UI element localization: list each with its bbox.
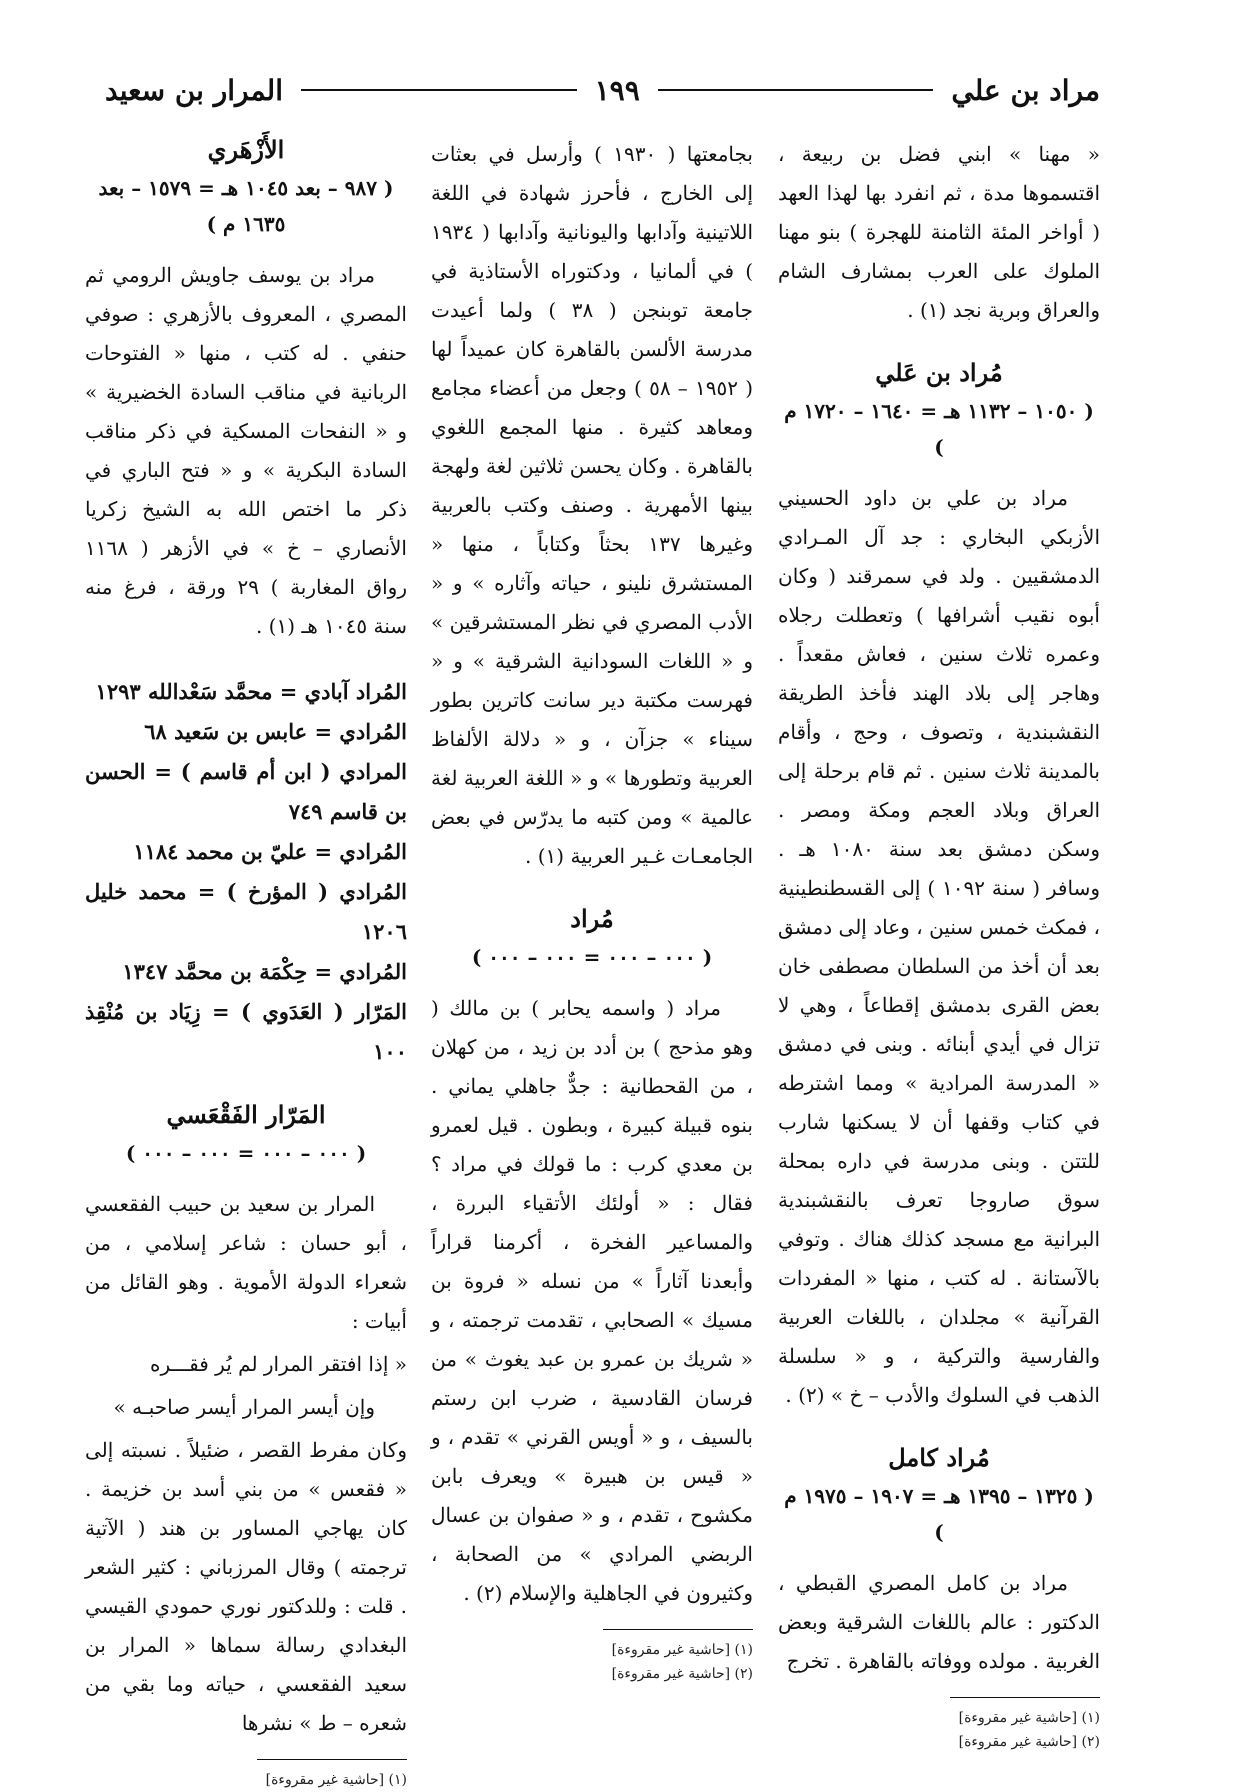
verse-line: وإن أيسر المرار أيسر صاحبـه » bbox=[113, 1395, 375, 1419]
footnote-rule bbox=[257, 1759, 407, 1760]
cross-reference: المَرّار ( العَدَوي ) = زِيَاد بن مُنْقِذ ١٠٠ bbox=[85, 999, 407, 1064]
entry-body: المرار بن سعيد بن حبيب الفقعسي ، أبو حسان : شاعر إسلامي ، من شعراء الدولة الأموية . وهو القائل من أبيات : bbox=[85, 1192, 407, 1333]
entry-body: مراد بن علي بن داود الحسيني الأزبكي البخاري : جد آل المـرادي الدمشقيين . ولد في سمرقند ( وكان أبوه نقيب أشرافها ) وتعطلت رجلاه وعمره ثلاث سنين ، فعاش مقعداً . وهاجر إلى بلاد الهند فأخذ الطريقة النقشبندية ، وتصوف ، وحج ، وأقام بالمدينة ثلاث سنين . ثم قام برحلة إلى العراق وبلاد العجم ومكة ومصر . وسكن دمشق بعد سنة ١٠٨٠ هـ . وسافر ( سنة ١٠٩٢ ) إلى القسطنطينية ، فمكث خمس سنين ، وعاد إلى دمشق بعد أن أخذ من السلطان مصطفى خان بعض القرى بدمشق إقطاعاً ، وهي لا تزال في أيدي أبنائه . وبنى في دمشق « المدرسة المرادية » ومما اشترطه في كتاب وقفها أن لا يسكنها شارب للتتن . وبنى مدرسة في داره بمحلة سوق صاروجا تعرف بالنقشبندية البرانية مع مسجد كذلك هناك . وتوفي بالآستانة . له كتب ، منها « المفردات القرآنية » مجلدان ، باللغات العربية والفارسية والتركية ، و « سلسلة الذهب في السلوك والأدب – خ » (٢) . bbox=[778, 486, 1101, 1407]
entry-body: مراد بن يوسف جاويش الرومي ثم المصري ، المعروف بالأزهري : صوفي حنفي . له كتب ، منها « الفتوحات الربانية في مناقب السادة الخضيرية » و « النفحات المسكية في ذكر مناقب السادة البكرية » و « فتح الباري في ذكر ما اختص الله به الشيخ زكريا الأنصاري – خ » في الأزهر ( ١١٦٨ رواق المغاربة ) ٢٩ ورقة ، فرغ منه سنة ١٠٤٥ هـ (١) . bbox=[85, 263, 407, 638]
entry-dates: ( ٩٨٧ – بعد ١٠٤٥ هـ = ١٥٧٩ – بعد ١٦٣٥ م ) bbox=[98, 176, 394, 236]
column-middle bbox=[431, 135, 753, 1686]
cross-reference: المُرادي = عابس بن سَعيد ٦٨ bbox=[144, 719, 407, 744]
footnote: (١) [حاشية غير مقروءة] bbox=[958, 1710, 1100, 1726]
running-head-right: مراد بن علي bbox=[951, 73, 1100, 107]
cross-reference: المُرادي ( المؤرخ ) = محمد خليل ١٢٠٦ bbox=[85, 879, 407, 944]
column-right bbox=[778, 135, 1100, 1754]
footnote: (٢) [حاشية غير مقروءة] bbox=[611, 1666, 753, 1682]
cross-reference: المُرادي = عليّ بن محمد ١١٨٤ bbox=[133, 839, 407, 864]
entry-dates: ( ١٣٢٥ – ١٣٩٥ هـ = ١٩٠٧ – ١٩٧٥ م ) bbox=[784, 1484, 1094, 1544]
entry-dates: ( ٠٠٠ – ٠٠٠ = ٠٠٠ – ٠٠٠ ) bbox=[471, 945, 713, 969]
entry-title-murad: مُراد bbox=[570, 904, 614, 933]
entry-title-marrar: المَرّار الفَقْعَسي bbox=[166, 1100, 326, 1129]
footnote: (١) [حاشية غير مقروءة] bbox=[611, 1642, 753, 1658]
entry-body: مراد ( واسمه يحابر ) بن مالك ( وهو مذحج ) بن أدد بن زيد ، من كهلان ، من القحطانية : جدٌّ جاهلي يماني . بنوه قبيلة كبيرة ، وبطون . قيل لعمرو بن معدي كرب : ما قولك في مراد ؟ فقال : « أولئك الأتقياء البررة ، والمساعير الفخرة ، أكرمنا قراراً وأبعدنا آثاراً » من نسله « فروة بن مسيك » الصحابي ، تقدمت ترجمته ، و « شريك بن عمرو بن عبد يغوث » من فرسان القادسية ، ضرب ابن رستم بالسيف ، و « أويس القرني » تقدم ، و « قيس بن هبيرة » ويعرف بابن مكشوح ، تقدم ، و « صفوان بن عسال الربضي المرادي » من الصحابة ، وكثيرون في الجاهلية والإسلام (٢) . bbox=[431, 996, 753, 1605]
footnote-rule bbox=[950, 1697, 1100, 1698]
footnote-rule bbox=[603, 1629, 753, 1630]
footnote: (١) [حاشية غير مقروءة] bbox=[265, 1772, 407, 1788]
column-left bbox=[85, 135, 407, 1792]
footnote: (٢) [حاشية غير مقروءة] bbox=[958, 1734, 1100, 1750]
cross-reference: المُراد آبادي = محمَّد سَعْدالله ١٢٩٣ bbox=[95, 679, 407, 704]
header-rule-left bbox=[301, 89, 577, 91]
entry-dates: ( ٠٠٠ – ٠٠٠ = ٠٠٠ – ٠٠٠ ) bbox=[125, 1141, 367, 1165]
entry-body: مراد بن كامل المصري القبطي ، الدكتور : عالم باللغات الشرقية وبعض الغربية . مولده ووفاته بالقاهرة . تخرج bbox=[778, 1571, 1100, 1673]
page-number: ١٩٩ bbox=[594, 73, 640, 107]
entry-dates: ( ١٠٥٠ – ١١٣٢ هـ = ١٦٤٠ – ١٧٢٠ م ) bbox=[784, 399, 1094, 459]
entry-body: وكان مفرط القصر ، ضئيلاً . نسبته إلى « فقعس » من بني أسد بن خزيمة . كان يهاجي المساور بن هند ( الآتية ترجمته ) وقال المرزباني : كثير الشعر . قلت : وللدكتور نوري حمودي القيسي البغدادي رسالة سماها « المرار بن سعيد الفقعسي ، حياته وما بقي من شعره – ط » نشرها bbox=[85, 1438, 407, 1735]
continued-paragraph: بجامعتها ( ١٩٣٠ ) وأرسل في بعثات إلى الخارج ، فأحرز شهادة في اللغة اللاتينية وآدابها واليونانية وآدابها ( ١٩٣٤ ) في ألمانيا ، ودكتوراه الأستاذية في جامعة توبنجن ( ٣٨ ) ولما أعيدت مدرسة الألسن بالقاهرة كان عميداً لها ( ١٩٥٢ – ٥٨ ) وجعل من أعضاء مجامع ومعاهد كثيرة . منها المجمع اللغوي بالقاهرة . وكان يحسن ثلاثين لغة ولهجة بينها الأمهرية . وصنف وكتب بالعربية وغيرها ١٣٧ بحثاً وكتاباً ، منها « المستشرق نلينو ، حياته وآثاره » و « الأدب المصري في نظر المستشرقين » و « اللغات السودانية الشرقية » و « فهرست مكتبة دير سانت كاترين بطور سيناء » جزآن ، و « دلالة الألفاظ العربية وتطورها » و « اللغة العربية لغة عالمية » ومن كتبه ما يدرّس في بعض الجامعـات غـير العربية (١) . bbox=[431, 142, 754, 868]
page-header bbox=[105, 70, 1100, 110]
continued-paragraph: « مهنا » ابني فضل بن ربيعة ، اقتسموها مدة ، ثم انفرد بها لهذا العهد ( أواخر المئة الثامنة للهجرة ) بنو مهنا الملوك على العرب بمشارف الشام والعراق وبرية نجد (١) . bbox=[778, 142, 1100, 322]
entry-title-murad-bin-ali: مُراد بن عَلي bbox=[875, 358, 1003, 387]
verse-line: « إذا افتقر المرار لم يُر فقـــره bbox=[150, 1352, 407, 1376]
running-head-left: المرار بن سعيد bbox=[105, 73, 283, 107]
header-rule-right bbox=[658, 89, 934, 91]
entry-title-murad-kamil: مُراد كامل bbox=[888, 1443, 990, 1472]
cross-reference: المُرادي = حِكْمَة بن محمَّد ١٣٤٧ bbox=[122, 959, 407, 984]
entry-title-azhari: الأَزْهَري bbox=[207, 135, 285, 164]
cross-reference: المرادي ( ابن أم قاسم ) = الحسن بن قاسم ٧٤٩ bbox=[85, 759, 407, 824]
